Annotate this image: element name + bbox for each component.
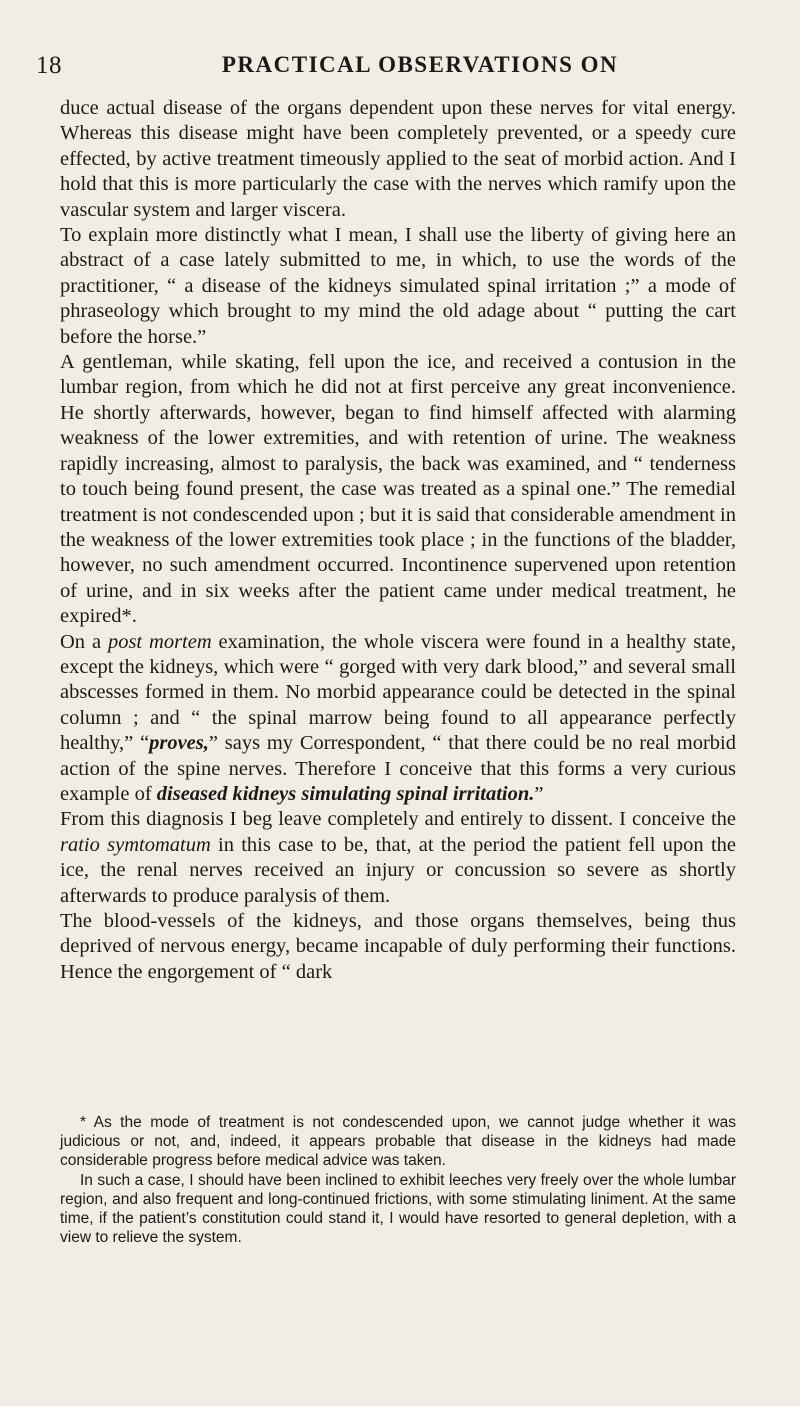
paragraph-6: The blood-vessels of the kidneys, and those organs themselves, being thus deprived of nervous energy, became incapable of duly performing their functions. Hence the engorgement of “ dark — [60, 910, 736, 983]
footnote-2: In such a case, I should have been inclined to exhibit leeches very freely over the whole lumbar region, and also frequent and long-continued frictions, with some stimulating liniment. At the same time, if the patient’s constitution could stand it, I would have resorted to general depletion, with a view to relieve the system. — [60, 1171, 736, 1247]
paragraph-4-text-b: examination, the whole viscera were found in a healthy state, except the kidneys, which were “ gorged with very dark blood,” and several small abscesses formed in them. No morbid appearance could be detected in the spinal column ; and “ the spinal marrow being found to all appearance perfectly healthy,” “ — [60, 630, 736, 755]
paragraph-4-text-a: On a — [60, 630, 108, 653]
page-number: 18 — [36, 52, 62, 79]
body-text — [60, 96, 736, 985]
paragraph-3: A gentleman, while skating, fell upon the ice, and received a contusion in the lumbar region, from which he did not at first perceive any great inconvenience. He shortly afterwards, however, began to find himself affected with alarming weakness of the lower extremities, and with retention of urine. The weakness rapidly increasing, almost to paralysis, the back was examined, and “ tenderness to touch being found present, the case was treated as a spinal one.” The remedial treatment is not condescended upon ; but it is said that considerable amendment in the weakness of the lower extremities took place ; in the functions of the bladder, however, no such amendment occurred. Incontinence supervened upon retention of urine, and in six weeks after the patient came under medical treatment, he expired*. — [60, 351, 736, 628]
ratio-symtomatum-italic: ratio symtomatum — [60, 833, 211, 856]
paragraph-5-text-a: From this diagnosis I beg leave completely and entirely to dissent. I conceive the — [60, 808, 736, 831]
paragraph-4-text-c: ” says my Correspondent, “ that there could be no real morbid action of the spine nerves. Therefore I conceive that this forms a very curious example of — [60, 732, 736, 805]
paragraph-4 — [60, 630, 736, 808]
running-head — [36, 48, 764, 82]
paragraph-5 — [60, 807, 736, 909]
paragraph-1: duce actual disease of the organs dependent upon these nerves for vital energy. Whereas this disease might have been completely prevented, or a speedy cure effected, by active treatment timeously applied to the seat of morbid action. And I hold that this is more particularly the case with the nerves which ramify upon the vascular system and larger viscera. — [60, 97, 736, 221]
diseased-kidneys-italic: diseased kidneys simulating spinal irritation. — [156, 782, 535, 805]
footnote-1: * As the mode of treatment is not condescended upon, we cannot judge whether it was judicious or not, and, indeed, it appears probable that disease in the kidneys had made considerable progress before medical advice was taken. — [60, 1114, 736, 1170]
footnotes — [60, 1113, 736, 1247]
paragraph-2: To explain more distinctly what I mean, I shall use the liberty of giving here an abstract of a case lately submitted to me, in which, to use the words of the practitioner, “ a disease of the kidneys simulated spinal irritation ;” a mode of phraseology which brought to my mind the old adage about “ putting the cart before the horse.” — [60, 224, 736, 348]
post-mortem-italic: post mortem — [107, 630, 212, 653]
proves-italic: proves, — [149, 732, 209, 755]
paragraph-5-text-b: in this case to be, that, at the period the patient fell upon the ice, the renal nerves received an injury or concussion so severe as shortly afterwards to produce paralysis of them. — [60, 833, 736, 907]
running-title: PRACTICAL OBSERVATIONS ON — [221, 52, 619, 77]
paragraph-4-text-d: ” — [534, 782, 544, 805]
